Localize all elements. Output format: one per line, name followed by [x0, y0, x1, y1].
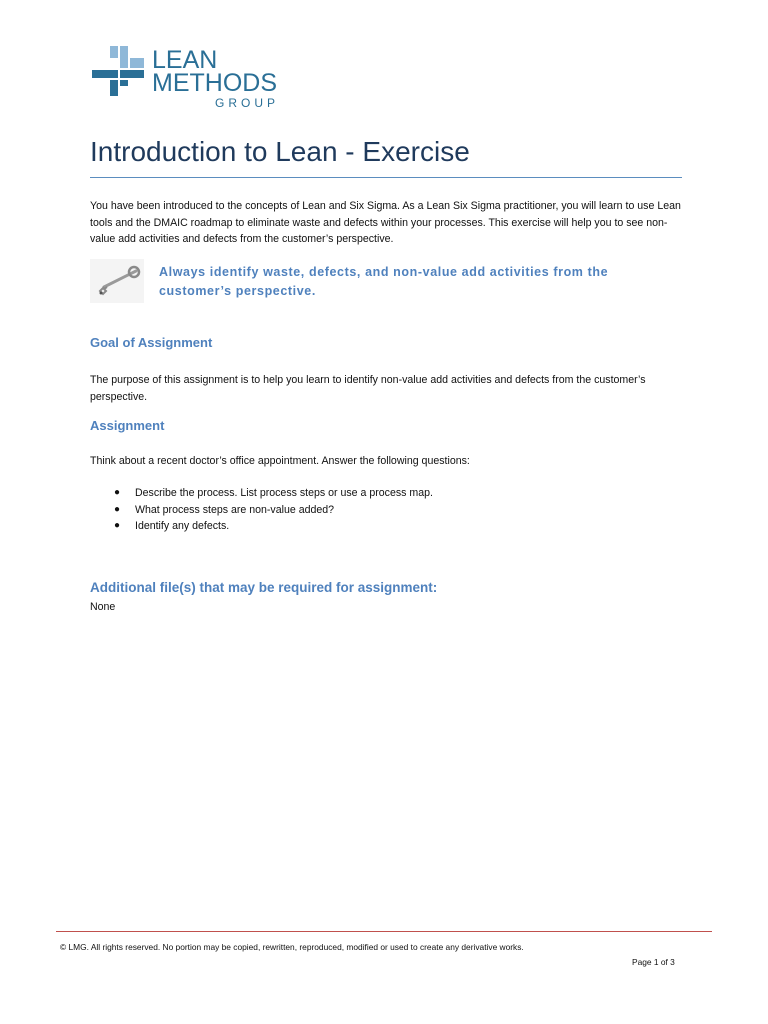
list-item	[90, 485, 433, 502]
assignment-heading: Assignment	[90, 418, 165, 433]
bullet-icon: ●	[114, 487, 121, 498]
footer-divider	[56, 931, 712, 932]
document-title: Introduction to Lean - Exercise	[90, 136, 470, 167]
bullet-icon: ●	[114, 520, 121, 531]
assignment-paragraph: Think about a recent doctor’s office appointment. Answer the following questions:	[90, 455, 470, 467]
assignment-question-list	[90, 485, 433, 535]
list-item-text: Describe the process. List process steps or use a process map.	[135, 487, 433, 499]
key-icon	[90, 259, 144, 303]
files-value: None	[90, 601, 116, 613]
list-item	[90, 502, 433, 519]
logo-word-methods: METHODS	[152, 69, 277, 97]
files-heading: Additional file(s) that may be required for assignment:	[90, 580, 438, 595]
goal-heading: Goal of Assignment	[90, 335, 213, 350]
intro-paragraph: You have been introduced to the concepts of Lean and Six Sigma. As a Lean Six Sigma practitioner, you will learn to use Lean tools and the DMAIC roadmap to eliminate waste and defects within your processes. This exercise will help you to see non-value add activities and defects from the customer’s perspective.	[90, 200, 681, 245]
logo-word-group: GROUP	[215, 96, 280, 110]
list-item	[90, 518, 433, 535]
list-item-text: What process steps are non-value added?	[135, 503, 335, 516]
goal-paragraph: The purpose of this assignment is to help you learn to identify non-value add activities and defects from the customer’s perspective.	[90, 374, 646, 403]
logo-cross-icon	[92, 46, 148, 102]
logo-word-lean: LEAN	[152, 46, 218, 74]
page-number: Page 1 of 3	[632, 957, 675, 967]
footer-copyright: © LMG. All rights reserved. No portion may be copied, rewritten, reproduced, modified or used to create any derivative works.	[60, 942, 524, 952]
lean-methods-logo	[92, 46, 302, 116]
callout-text: Always identify waste, defects, and non-value add activities from the customer’s perspective.	[159, 265, 609, 298]
title-divider	[90, 177, 682, 178]
bullet-icon: ●	[114, 503, 121, 515]
list-item-text: Identify any defects.	[135, 520, 230, 532]
